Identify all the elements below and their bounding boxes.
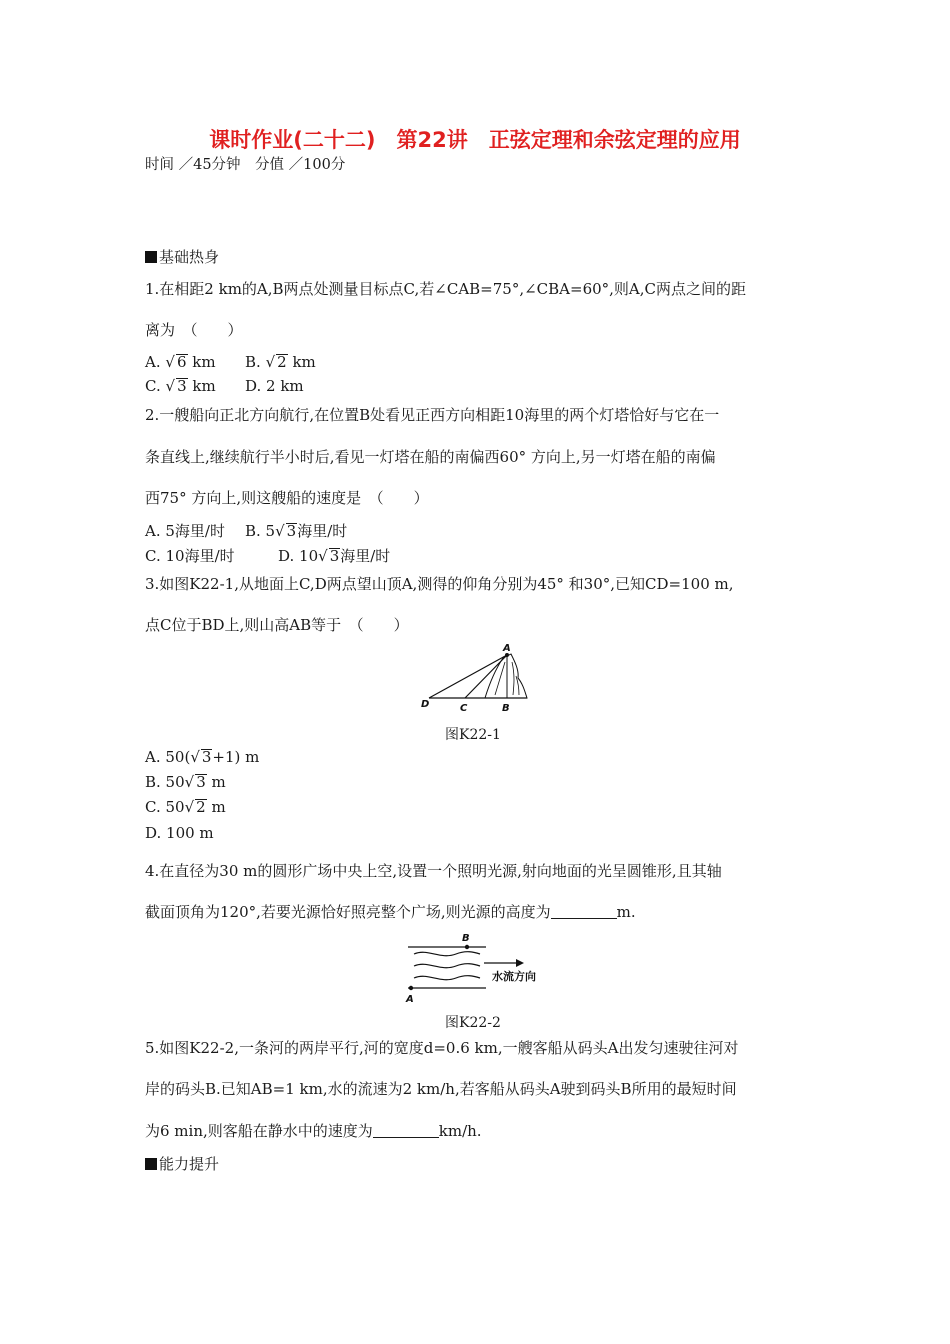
- q1-option-c-radicand: 3: [177, 377, 187, 395]
- q1-option-a: A. √ 6 km: [145, 353, 216, 371]
- section-square-icon: [145, 1158, 157, 1170]
- q4-line2: 截面顶角为120°,若要光源恰好照亮整个广场,则光源的高度为 m.: [145, 903, 636, 921]
- q4-answer-blank[interactable]: [551, 904, 617, 919]
- section-advanced-label: 能力提升: [159, 1155, 220, 1173]
- q5-line3: 为6 min,则客船在静水中的速度为 km/h.: [145, 1122, 482, 1140]
- fig1-label-a: A: [503, 643, 511, 654]
- fig2-flow-direction: 水流方向: [492, 970, 536, 983]
- fig2-label-a: A: [406, 994, 414, 1005]
- fig1-label-d: D: [421, 699, 430, 710]
- q5-answer-blank[interactable]: [373, 1123, 439, 1138]
- q1-option-a-radicand: 6: [176, 353, 187, 371]
- q1-line2: 离为 （ ）: [145, 321, 243, 339]
- section-basic: [145, 246, 219, 267]
- figure-k22-2-caption: 图K22-2: [445, 1015, 501, 1031]
- q2-option-a: A. 5海里/时: [145, 522, 225, 540]
- q3-option-c: C. 50√ 2 m: [145, 798, 226, 816]
- q5-line1: 5.如图K22-2,一条河的两岸平行,河的宽度d=0.6 km,一艘客船从码头A出发匀速驶往河对: [145, 1039, 739, 1057]
- q3-line2: 点C位于BD上,则山高AB等于 （ ）: [145, 616, 409, 634]
- q1-option-b-radicand: 2: [277, 353, 287, 371]
- page-title: 课时作业(二十二) 第22讲 正弦定理和余弦定理的应用: [209, 128, 741, 152]
- q3-option-d: D. 100 m: [145, 824, 214, 842]
- q1-line1: 1.在相距2 km的A,B两点处测量目标点C,若∠CAB=75°,∠CBA=60°,则A,C两点之间的距: [145, 280, 746, 298]
- figure-k22-1-caption: 图K22-1: [445, 727, 501, 743]
- q1-option-b: B. √ 2 km: [245, 353, 316, 371]
- fig2-label-b: B: [462, 933, 470, 944]
- q2-option-b: B. 5√ 3海里/时: [245, 522, 348, 540]
- section-basic-label: 基础热身: [159, 248, 220, 266]
- q4-line1: 4.在直径为30 m的圆形广场中央上空,设置一个照明光源,射向地面的光呈圆锥形,且其轴: [145, 862, 722, 880]
- q3-option-a: A. 50(√ 3+1) m: [145, 748, 260, 766]
- q2-line1: 2.一艘船向正北方向航行,在位置B处看见正西方向相距10海里的两个灯塔恰好与它在一: [145, 406, 720, 424]
- section-advanced: [145, 1153, 219, 1174]
- figure-k22-2-river: [400, 930, 560, 1006]
- section-square-icon: [145, 251, 157, 263]
- time-score-info: 时间 ／45分钟 分值 ／100分: [145, 157, 346, 173]
- q2-line2: 条直线上,继续航行半小时后,看见一灯塔在船的南偏西60° 方向上,另一灯塔在船的南偏: [145, 448, 716, 466]
- q2-option-d: D. 10√ 3海里/时: [278, 547, 391, 565]
- q2-option-c: C. 10海里/时: [145, 547, 235, 565]
- fig1-label-c: C: [460, 703, 468, 714]
- q1-option-c: C. √ 3 km: [145, 377, 216, 395]
- q1-option-d: D. 2 km: [245, 377, 304, 395]
- q3-option-b: B. 50√ 3 m: [145, 773, 226, 791]
- q2-line3: 西75° 方向上,则这艘船的速度是 （ ）: [145, 489, 429, 507]
- q3-line1: 3.如图K22-1,从地面上C,D两点望山顶A,测得的仰角分别为45° 和30°,已知CD=100 m,: [145, 575, 734, 593]
- fig1-label-b: B: [502, 703, 510, 714]
- q5-line2: 岸的码头B.已知AB=1 km,水的流速为2 km/h,若客船从码头A驶到码头B所用的最短时间: [145, 1080, 737, 1098]
- figure-k22-1-mountain: [415, 640, 540, 715]
